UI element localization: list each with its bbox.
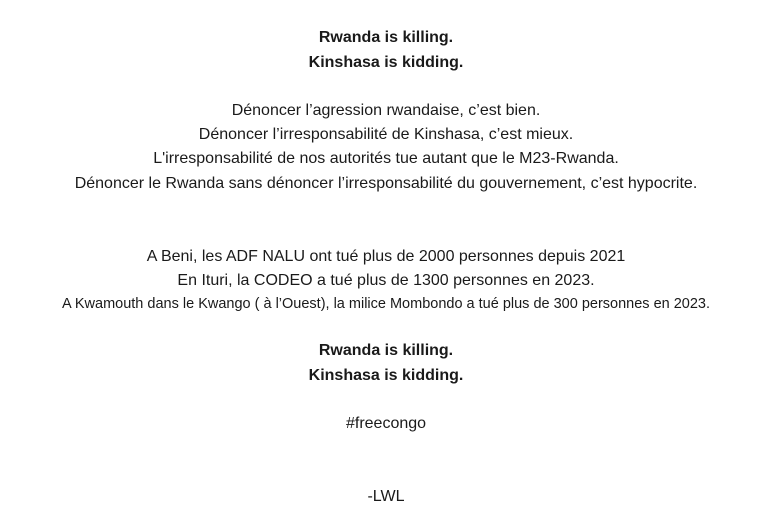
- paragraph-1-line-3: L'irresponsabilité de nos autorités tue autant que le M23-Rwanda.: [153, 150, 619, 167]
- slogan-line-1: Rwanda is killing.: [318, 29, 454, 46]
- paragraph-2-line-3: A Kwamouth dans le Kwango ( à l’Ouest), la milice Mombondo a tué plus de 300 personnes en 2023.: [61, 296, 711, 312]
- paragraph-2-line-2: En Ituri, la CODEO a tué plus de 1300 personnes en 2023.: [177, 272, 595, 289]
- slogan-repeat-line-2: Kinshasa is kidding.: [308, 367, 464, 384]
- paragraph-1-line-4: Dénoncer le Rwanda sans dénoncer l’irresponsabilité du gouvernement, c’est hypocrite.: [74, 175, 698, 192]
- signature: -LWL: [367, 488, 405, 505]
- paragraph-1-line-1: Dénoncer l’agression rwandaise, c’est bien.: [231, 102, 541, 119]
- slogan-line-2: Kinshasa is kidding.: [308, 54, 464, 71]
- slogan-repeat-line-1: Rwanda is killing.: [318, 342, 454, 359]
- paragraph-1-line-2: Dénoncer l’irresponsabilité de Kinshasa, c’est mieux.: [198, 126, 574, 143]
- paragraph-2-line-1: A Beni, les ADF NALU ont tué plus de 2000 personnes depuis 2021: [146, 248, 626, 265]
- hashtag: #freecongo: [345, 415, 427, 432]
